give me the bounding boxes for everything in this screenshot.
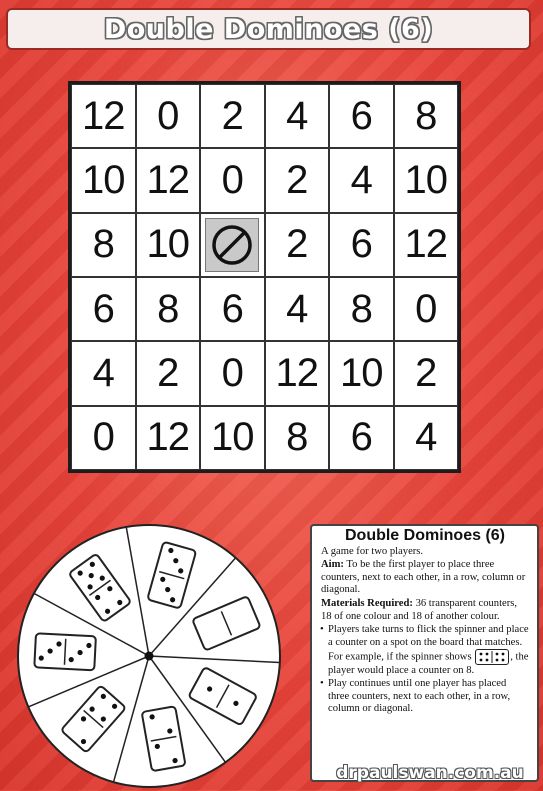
rules-steps (321, 624, 529, 716)
board-cell-number: 2 (221, 93, 243, 138)
board-cell-number: 10 (211, 415, 254, 460)
rules-panel (310, 524, 539, 782)
board-cell-number: 10 (82, 157, 125, 202)
board-cell[interactable] (200, 277, 265, 341)
board-cell-number: 12 (146, 415, 189, 460)
board-cell-number: 0 (92, 415, 114, 460)
board-cell[interactable] (136, 84, 201, 148)
board-cell[interactable] (329, 277, 394, 341)
board-cell-number: 6 (92, 286, 114, 331)
board-cell[interactable] (265, 213, 330, 277)
board-cell-number: 6 (221, 286, 243, 331)
board-cell-number: 0 (415, 286, 437, 331)
board-cell[interactable] (265, 277, 330, 341)
board-cell[interactable] (200, 84, 265, 148)
rules-intro: A game for two players. (321, 545, 424, 557)
board-cell-number: 8 (286, 415, 308, 460)
board-cell-number: 6 (350, 415, 372, 460)
aim-label: Aim: (321, 559, 344, 571)
board-cell-number: 12 (146, 157, 189, 202)
board-cell[interactable] (71, 213, 136, 277)
board-cell-number: 4 (92, 350, 114, 395)
board-cell-number: 12 (275, 350, 318, 395)
board-cell[interactable] (329, 406, 394, 470)
board-cell[interactable] (394, 84, 459, 148)
board-cell-number: 4 (350, 157, 372, 202)
board-cell[interactable] (200, 406, 265, 470)
board-cell[interactable] (394, 213, 459, 277)
rules-heading: Double Dominoes (6) (344, 527, 505, 544)
board-cell[interactable] (265, 406, 330, 470)
step1-text-before: Players take turns to flick the spinner and place a counter on a spot on the board that matches. For example, if the spinner shows (328, 624, 529, 663)
board-cell[interactable] (265, 341, 330, 405)
board-cell-number: 2 (286, 222, 308, 267)
board-cell[interactable] (71, 341, 136, 405)
aim-text: To be the first player to place three counters, next to each other, in a row, column or diagonal. (321, 559, 526, 596)
prohibited-circle-icon (210, 223, 254, 267)
board-cell-number: 0 (221, 157, 243, 202)
board-cell-number: 0 (157, 93, 179, 138)
board-cell[interactable] (136, 148, 201, 212)
free-space (205, 218, 259, 272)
board-cell[interactable] (394, 277, 459, 341)
page-title: Double Dominoes (6) (103, 13, 434, 45)
board-cell[interactable] (394, 341, 459, 405)
board-cell-number: 0 (221, 350, 243, 395)
board-cell-number: 4 (286, 286, 308, 331)
board-cell-free[interactable] (200, 213, 265, 277)
board-cell[interactable] (71, 148, 136, 212)
rules-aim (321, 559, 529, 597)
title-banner (6, 8, 531, 50)
board-cell[interactable] (394, 406, 459, 470)
board-cell[interactable] (136, 277, 201, 341)
materials-label: Materials Required: (321, 597, 413, 609)
spinner-domino-icon (34, 633, 96, 670)
rules-materials (321, 598, 529, 623)
board-cell-number: 6 (350, 93, 372, 138)
board-cell-number: 10 (146, 222, 189, 267)
board-cell-number: 10 (404, 157, 447, 202)
board-cell[interactable] (200, 341, 265, 405)
board-grid (71, 84, 458, 470)
rules-step-1 (321, 624, 529, 678)
step1-text-after: , the player would place a counter on 8. (328, 651, 529, 677)
board-cell-number: 10 (340, 350, 383, 395)
board-cell[interactable] (136, 406, 201, 470)
board-cell-number: 8 (92, 222, 114, 267)
board-cell-number: 6 (350, 222, 372, 267)
website-url: drpaulswan.com.au (336, 763, 524, 783)
board-cell[interactable] (329, 148, 394, 212)
board-cell[interactable] (265, 84, 330, 148)
board-cell[interactable] (394, 148, 459, 212)
board-cell-number: 8 (157, 286, 179, 331)
board-cell-number: 2 (157, 350, 179, 395)
board-cell-number: 8 (415, 93, 437, 138)
materials-text: 36 transparent counters, 18 of one colour and 18 of another colour. (321, 597, 518, 622)
board-cell[interactable] (329, 213, 394, 277)
board-cell-number: 4 (286, 93, 308, 138)
board-cell[interactable] (265, 148, 330, 212)
board-cell[interactable] (71, 406, 136, 470)
board-cell[interactable] (71, 84, 136, 148)
spinner-wheel[interactable] (14, 521, 284, 791)
board-cell-number: 2 (286, 157, 308, 202)
board-cell-number: 4 (415, 415, 437, 460)
board-cell[interactable] (200, 148, 265, 212)
spinner-center (145, 652, 154, 661)
board-cell[interactable] (329, 341, 394, 405)
board-cell[interactable] (136, 213, 201, 277)
board-cell[interactable] (136, 341, 201, 405)
board-cell-number: 12 (82, 93, 125, 138)
rules-step-2: • Play continues until one player has placed three counters, next to each other, in a row, column or diagonal. (321, 678, 529, 716)
board-cell-number: 12 (404, 222, 447, 267)
example-domino-icon (475, 649, 509, 665)
board-cell[interactable] (71, 277, 136, 341)
board-cell-number: 2 (415, 350, 437, 395)
board-cell-number: 8 (350, 286, 372, 331)
board-cell[interactable] (329, 84, 394, 148)
game-board (68, 81, 461, 473)
